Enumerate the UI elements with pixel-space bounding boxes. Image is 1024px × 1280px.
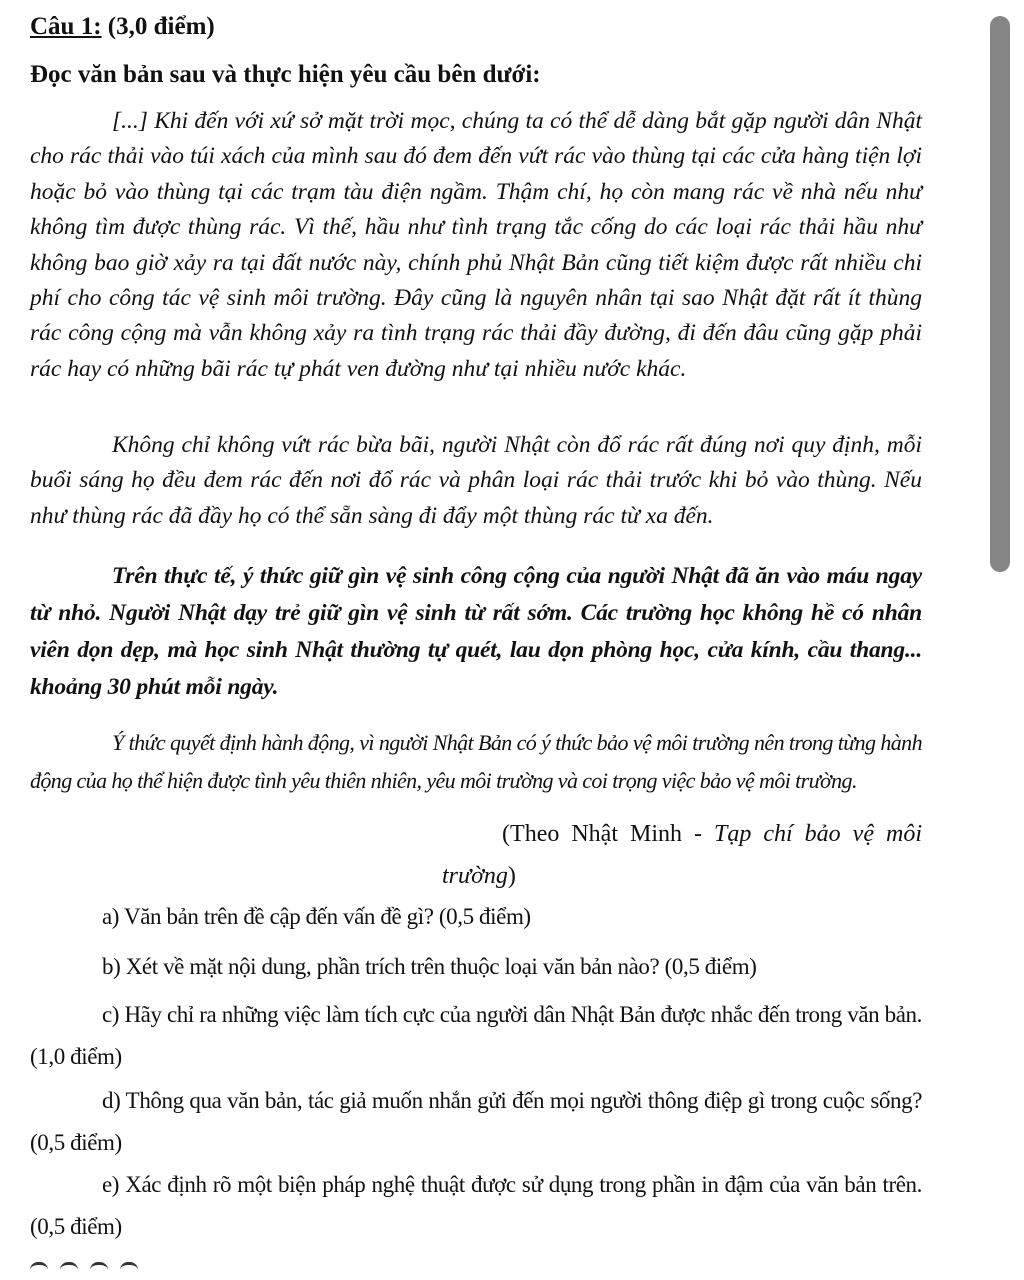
fragment-mark xyxy=(60,1262,78,1277)
question-e: e) Xác định rõ một biện pháp nghệ thuật được sử dụng trong phần in đậm của văn bản trên. (0,5 điểm) xyxy=(30,1172,922,1239)
question-heading xyxy=(30,10,215,44)
passage-paragraph-1: [...] Khi đến với xứ sở mặt trời mọc, chúng ta có thể dễ dàng bắt gặp người dân Nhật cho rác thải vào túi xách của mình sau đó đem đến vứt rác vào thùng tại các cửa hàng tiện lợi hoặc bỏ vào thùng tại các trạm tàu điện ngầm. Thậm chí, họ còn mang rác về nhà nếu như không tìm được thùng rác. Vì thế, hầu như tình trạng tắc cống do các loại rác thải hầu như không bao giờ xảy ra tại đất nước này, chính phủ Nhật Bản cũng tiết kiệm được rất nhiều chi phí cho công tác vệ sinh môi trường. Đây cũng là nguyên nhân tại sao Nhật đặt rất ít thùng rác công cộng mà vẫn không xảy ra tình trạng rác thải đầy đường, đi đến đâu cũng gặp phải rác hay có những bãi rác tự phát ven đường như tại nhiều nước khác. xyxy=(30,108,922,382)
source-journal-part-2: trường xyxy=(442,863,508,889)
question-title: Câu 1: xyxy=(30,13,102,40)
next-line-fragment xyxy=(30,1262,190,1280)
passage-paragraph-3-bold: Trên thực tế, ý thức giữ gìn vệ sinh công cộng của người Nhật đã ăn vào máu ngay từ nhỏ. Người Nhật dạy trẻ giữ gìn vệ sinh từ rất sớm. Các trường học không hề có nhân viên dọn dẹp, mà học sinh Nhật thường tự quét, lau dọn phòng học, cửa kính, cầu thang... khoảng 30 phút mỗi ngày. xyxy=(30,563,922,700)
source-citation xyxy=(30,813,922,897)
fragment-mark xyxy=(90,1262,108,1277)
question-d: d) Thông qua văn bản, tác giả muốn nhắn gửi đến mọi người thông điệp gì trong cuộc sống? (0,5 điểm) xyxy=(30,1088,922,1155)
instruction-text: Đọc văn bản sau và thực hiện yêu cầu bên dưới: xyxy=(30,61,541,88)
source-prefix: (Theo Nhật Minh - xyxy=(502,821,715,847)
scrollbar-thumb[interactable] xyxy=(990,16,1010,572)
fragment-mark xyxy=(120,1262,138,1277)
question-a: a) Văn bản trên đề cập đến vấn đề gì? (0,5 điểm) xyxy=(102,904,531,929)
source-line-1 xyxy=(30,813,922,855)
source-line-2 xyxy=(30,855,922,897)
fragment-mark xyxy=(30,1262,48,1277)
question-b: b) Xét về mặt nội dung, phần trích trên thuộc loại văn bản nào? (0,5 điểm) xyxy=(102,954,757,979)
question-c: c) Hãy chỉ ra những việc làm tích cực của người dân Nhật Bản được nhắc đến trong văn bản. (1,0 điểm) xyxy=(30,1002,922,1069)
source-suffix: ) xyxy=(507,863,516,889)
passage-paragraph-4: Ý thức quyết định hành động, vì người Nhật Bản có ý thức bảo vệ môi trường nên trong từng hành động của họ thể hiện được tình yêu thiên nhiên, yêu môi trường và coi trọng việc bảo vệ môi trường. xyxy=(30,730,922,793)
question-points: (3,0 điểm) xyxy=(101,13,215,40)
passage-paragraph-2: Không chỉ không vứt rác bừa bãi, người Nhật còn đổ rác rất đúng nơi quy định, mỗi buổi sáng họ đều đem rác đến nơi đổ rác và phân loại rác thải trước khi bỏ vào thùng. Nếu như thùng rác đã đầy họ có thể sẵn sàng đi đẩy một thùng rác từ xa đến. xyxy=(30,432,922,529)
source-journal-part-1: Tạp chí bảo vệ môi xyxy=(714,821,922,847)
